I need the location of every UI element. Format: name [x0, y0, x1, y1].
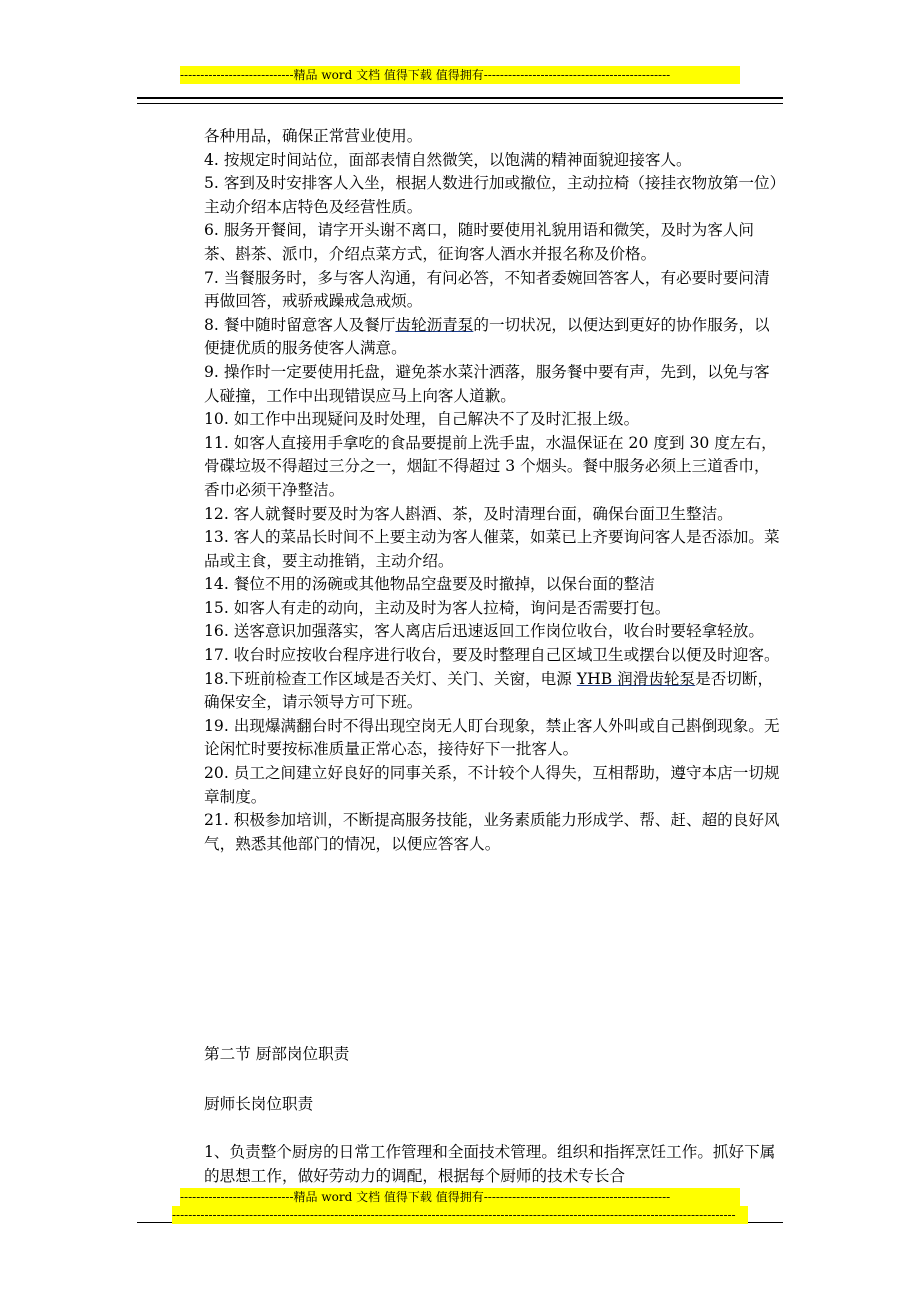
gear-pump-link[interactable]: 齿轮沥青泵 — [395, 315, 474, 334]
duty-item: 11. 如客人直接用手拿吃的食品要提前上洗手盅，水温保证在 20 度到 30 度左右，骨碟垃圾不得超过三分之一，烟缸不得超过 3 个烟头。餐中服务必须上三道香巾，香巾必须干净整洁。 — [204, 433, 777, 499]
duty-item: 13. 客人的菜品长时间不上要主动为客人催菜，如菜已上齐要询问客人是否添加。菜品或主食，要主动推销，主动介绍。 — [204, 528, 780, 570]
duty-item: 10. 如工作中出现疑问及时处理，自己解决不了及时汇报上级。 — [204, 410, 640, 429]
duty-item: 8. 餐中随时留意客人及餐厅齿轮沥青泵的一切状况，以便达到更好的协作服务，以便捷优质的服务使客人满意。 — [204, 315, 770, 358]
duty-item: 9. 操作时一定要使用托盘，避免茶水菜汁洒落，服务餐中要有声，先到，以免与客人碰撞，工作中出现错误应马上向客人道歉。 — [204, 362, 770, 405]
header-banner: ----------------------------精品 word 文档 值得下载 值得拥有---------------------------------------------- — [180, 66, 740, 84]
yhb-pump-link[interactable]: YHB 润滑齿轮泵 — [576, 669, 696, 688]
duty-item: 6. 服务开餐间，请字开头谢不离口，随时要使用礼貌用语和微笑，及时为客人问茶、斟茶、派巾，介绍点菜方式，征询客人酒水并报名称及价格。 — [204, 221, 755, 263]
subsection-title: 厨师长岗位职责 — [204, 1095, 314, 1113]
chef-duty-paragraph: 1、负责整个厨房的日常工作管理和全面技术管理。组织和指挥烹饪工作。抓好下属的思想工作，做好劳动力的调配，根据每个厨师的技术专长合 — [204, 1143, 776, 1185]
footer-dash-line: ------------------------------------------------------------------------------------------------------------------------------------------- — [172, 1206, 748, 1224]
duty-item: 20. 员工之间建立好良好的同事关系，不计较个人得失，互相帮助，遵守本店一切规章制度。 — [204, 764, 780, 806]
header-rule-bottom — [137, 103, 783, 104]
header-rule-top — [137, 97, 783, 99]
footer-banner: ----------------------------精品 word 文档 值得下载 值得拥有---------------------------------------------- — [180, 1188, 740, 1206]
duty-item: 5. 客到及时安排客人入坐，根据人数进行加或撤位，主动拉椅（接挂衣物放第一位）主动介绍本店特色及经营性质。 — [204, 174, 778, 216]
duty-item: 14. 餐位不用的汤碗或其他物品空盘要及时撤掉，以保台面的整洁 — [204, 575, 655, 594]
duty-item: 21. 积极参加培训，不断提高服务技能，业务素质能力形成学、帮、赶、超的良好风气，熟悉其他部门的情况，以便应答客人。 — [204, 811, 780, 853]
duty-item: 15. 如客人有走的动向，主动及时为客人拉椅，询问是否需要打包。 — [204, 598, 671, 617]
duty-item: 4. 按规定时间站位，面部表情自然微笑，以饱满的精神面貌迎接客人。 — [204, 150, 692, 169]
duty-item: 19. 出现爆满翻台时不得出现空岗无人盯台现象，禁止客人外叫或自己斟倒现象。无论闲忙时要按标准质量正常心态，接待好下一批客人。 — [204, 716, 780, 759]
section-title: 第二节 厨部岗位职责 — [204, 1045, 350, 1063]
duty-item: 16. 送客意识加强落实，客人离店后迅速返回工作岗位收台，收台时要轻拿轻放。 — [204, 622, 764, 641]
duty-item: 17. 收台时应按收台程序进行收台，要及时整理自己区域卫生或摆台以便及时迎客。 — [204, 646, 780, 665]
duty-item: 18.下班前检查工作区域是否关灯、关门、关窗，电源 YHB 润滑齿轮泵是否切断，确保安全，请示领导方可下班。 — [204, 669, 774, 712]
duty-list — [204, 125, 784, 856]
duty-item: 7. 当餐服务时，多与客人沟通，有问必答，不知者委婉回答客人，有必要时要问清再做回答，戒骄戒躁戒急戒烦。 — [204, 268, 770, 311]
duty-item: 12. 客人就餐时要及时为客人斟酒、茶，及时清理台面，确保台面卫生整洁。 — [204, 504, 733, 523]
duty-item: 各种用品，确保正常营业使用。 — [204, 127, 423, 145]
